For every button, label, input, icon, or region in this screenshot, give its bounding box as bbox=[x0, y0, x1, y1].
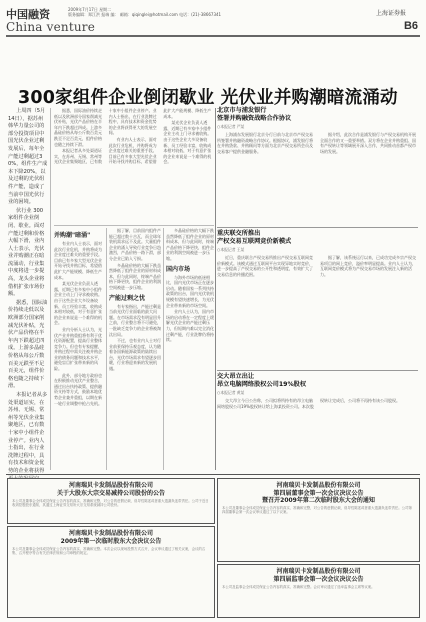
lead-column bbox=[8, 108, 48, 474]
body-paragraph: 多晶硅价格的大幅下跌虽然降低了组件企业的原材料成本，但与此同时，终端产品价格下降更快，组件企业的利润空间被进一步压缩。 bbox=[109, 262, 161, 290]
section-title: China venture bbox=[6, 20, 96, 34]
body-paragraph: 某光伏企业负责人透露，近期已有多家中小组件企业主动上门寻求被收购。由于这些企业大多设备较新、员工经验丰富，收购成本相对较低，对于有意扩张的企业来说是一个难得的机会。 bbox=[54, 281, 102, 326]
body-paragraph: 多晶硅价格的大幅下跌虽然降低了组件企业的原材料成本，但与此同时，终端产品价格下降更快，组件企业的利润空间被进一步压缩。 bbox=[166, 228, 214, 261]
notice-body: 本公司及董事会全体成员保证公告内容的真实、准确和完整，对公告的虚假记载、误导性陈述或者重大遗漏负连带责任。公司于近日收到控股股东通知，其通过上海证券交易所大宗交易系统减持公司股份。 bbox=[12, 499, 209, 508]
notice-box bbox=[217, 564, 420, 618]
body-paragraph: 有专家指出，产能过剩是当前光伏行业面临的最大问题。在市场需求没有明显回升之前，行业整合将不可避免，一批缺乏竞争力的企业将被淘汰出局。 bbox=[109, 303, 161, 337]
column-divider bbox=[215, 108, 216, 470]
notice-company: 河南瑞贝卡发制品股份有限公司 bbox=[276, 568, 361, 575]
body-paragraph: 业内分析人士认为，光伏产业并购重组将有利于优化资源配置，提高行业整体竞争力。但也有专家提醒，并购过程中需关注被并购企业的债务问题和技术水平，避免盲目扩张带来新的风险。 bbox=[54, 326, 102, 372]
main-headline: 300家组件企业倒闭歇业 光伏业并购潮暗流涌动 bbox=[18, 88, 398, 108]
notice-body: 本公司及监事会全体成员保证公告内容的真实、准确和完整。会议审议通过了选举监事会主席等议案。 bbox=[222, 585, 375, 589]
news-briefs bbox=[217, 107, 418, 471]
body-paragraph: 某光伏企业负责人透露，近期已有多家中小组件企业主动上门寻求被收购。由于这些企业大多设备较新、员工经验丰富，收购成本相对较低，对于有意扩张的企业来说是一个难得的机会。 bbox=[163, 120, 212, 165]
lead-paragraph: 本报记者从多处渠道证实，在苏州、无锡、常州等光伏企业集聚地区，已有数十家中小组件企业停产。业内人士指出，在行业洗牌过程中，具有技术和资金优势的企业将获得 bbox=[8, 391, 48, 474]
brief-paragraph: 据介绍，此次合作是浦发银行与产权交易机构开展全面合作的又一重要举措。双方将在企业并购重组、国有产权转让等领域展开深入合作，共同推动首都产权市场的发展。 bbox=[320, 132, 416, 154]
article-column-4 bbox=[166, 228, 214, 470]
issue-meta bbox=[68, 7, 221, 17]
body-paragraph: 有业内人士表示，面对此次行业危机，并购将成为企业度过难关的重要手段。目前已有多家大型光伏企业开始寻找并购目标，希望借此扩大产能规模、降低生产成本。 bbox=[108, 108, 212, 165]
brief-paragraph: 据了解，该系统运行以来，已成功完成多宗产权交易项目的网上竞价，溢价率明显提高。业内人士认为，互联网竞价模式将为产权交易市场的发展注入新的活力。 bbox=[320, 255, 416, 277]
brief-item bbox=[217, 373, 418, 469]
column-subhead: 并购潮"暗涌" bbox=[54, 232, 91, 239]
brief-byline: ○本报记者 王某 bbox=[217, 247, 245, 252]
newspaper-name: 上海证券报 bbox=[375, 10, 406, 17]
column-divider bbox=[106, 228, 107, 470]
body-paragraph: 不过，也有业内人士对行业前景保持乐观态度，认为随着各国新能源政策的陆续出台，光伏市场需求有望逐步回暖，行业将迎来新的发展机遇。 bbox=[109, 338, 161, 372]
brief-divider bbox=[217, 227, 418, 228]
body-paragraph: 有业内人士表示，面对此次行业危机，并购将成为企业度过难关的重要手段。目前已有多家大型光伏企业开始寻找并购目标，希望借此扩大产能规模、降低生产成本。 bbox=[54, 241, 102, 280]
lead-paragraph: 伏行业 300 家组件企业倒闭、歇业。面对产能过剩和价格大幅下滑，业内人士表示，光伏业并购潮正在暗流涌动，行业集中度将进一步提高，龙头企业将借机扩张市场份额。 bbox=[8, 207, 45, 298]
brief-title: 北京市与浦发银行 签署并购融资战略合作协议 bbox=[217, 107, 292, 122]
lead-continuation bbox=[54, 108, 214, 224]
notice-box bbox=[7, 526, 215, 618]
notice-company: 河南瑞贝卡发制品股份有限公司 bbox=[276, 482, 361, 489]
brief-item bbox=[217, 230, 418, 368]
column-divider bbox=[50, 108, 51, 470]
section-brand: 中国融资 bbox=[6, 8, 50, 21]
column-subhead: 国内市场 bbox=[166, 265, 191, 273]
editor-contact: 版务编辑：郑江洪 报端 编： 邮箱：qiqinglei@hotmail.com 电话：(21)-38667341 bbox=[68, 12, 222, 17]
notice-title: 2009年第一次临时股东大会决议公告 bbox=[60, 538, 162, 545]
brief-paragraph: 交大昂立今日公告称，公司拟将所持有的昂立电脑网络股权公司19%股权转让给上海某投资公司。本次股权转让完成后，公司将不再持有该公司股权。 bbox=[217, 398, 400, 409]
body-paragraph: 本报记者从多处渠道证实，在苏州、无锡、常州等光伏企业集聚地区，已有数十家中小组件企业停产。业内人士指出，在行业洗牌过程中，具有技术和资金优势的企业将获得更大的发展空间。 bbox=[54, 108, 157, 165]
notice-subtitle: 暨召开2009年第二次临时股东大会的通知 bbox=[262, 497, 375, 504]
brief-title: 交大昂立出让 昂立电脑网络股权公司19%股权 bbox=[217, 373, 307, 388]
brief-divider bbox=[217, 370, 418, 371]
brief-byline: ○本报记者 黄某 bbox=[217, 390, 245, 395]
ad-section-rule bbox=[6, 474, 420, 475]
page-number: B6 bbox=[403, 20, 418, 32]
body-paragraph: 此外，部分地方政府也在积极推动光伏产业整合，通过出台扶持政策、提供融资支持等方式，鼓励本地优势企业兼并重组，以期在新一轮行业调整中抢占先机。 bbox=[54, 372, 102, 406]
notice-company: 河南瑞贝卡发制品股份有限公司 bbox=[68, 530, 153, 537]
body-paragraph: 与海外市场的低迷相比，国内光伏市场正在逐步启动。随着国家一系列扶持政策的出台，国内光伏装机规模有望快速增长，为光伏企业带来新的市场空间。 bbox=[166, 274, 214, 308]
notice-company: 河南瑞贝卡发制品股份有限公司 bbox=[68, 482, 153, 489]
masthead-rule bbox=[6, 35, 420, 37]
brief-byline: ○本报记者 严某 bbox=[217, 124, 245, 129]
body-paragraph: 业内人士认为，国内市场的启动将在一定程度上缓解光伏企业的产能过剩压力，但短期内难以完全消化过剩产能，行业洗牌仍将持续。 bbox=[166, 309, 214, 343]
brief-title: 重庆联交所推出 产权交易互联网竞价新模式 bbox=[217, 230, 292, 245]
body-paragraph: 据悉，国际油价持续走低以及欧洲部分国家削减光伏补贴，光伏产品价格在半年内下跌超过四成。上游多晶硅价格从每公斤数百美元跌至不足百美元，组件价格也随之持续下滑。 bbox=[54, 108, 102, 147]
notice-title: 第四届董事会第一次会议决议公告 bbox=[273, 490, 364, 497]
column-divider bbox=[163, 228, 164, 470]
brief-paragraph: 近日，重庆联合产权交易所推出产权交易互联网竞价新模式。该模式通过互联网平台实现异地实时竞价，进一步提高了产权交易的公开性和透明度，有效扩大了交易信息的传播范围。 bbox=[217, 255, 313, 277]
notice-body: 本公司及董事会全体成员保证公告内容的真实、准确和完整。本次会议以现场投票方式召开，会议审议通过了相关议案，会议的召集、召开程序符合有关法律法规和公司章程的规定。 bbox=[12, 547, 206, 556]
notice-title: 关于大股东大宗交易减持公司股份的公告 bbox=[56, 490, 165, 497]
notice-title: 第四届监事会第一次会议决议公告 bbox=[273, 576, 364, 583]
column-subhead: 产能过剩之忧 bbox=[109, 294, 146, 302]
issue-date: 2009年7月17日 星期二 bbox=[68, 7, 112, 12]
lead-paragraph: 上周四（5月14日），据苏州韩华力量公司的部分投资项目中国光伏企业过剩发展后，每年全产能过剩超过30%，组件生产成本下降20%，以及过剩的光伏组件产能，造成了当前中国光伏行业的困境。 bbox=[8, 108, 48, 206]
article-column-2 bbox=[54, 228, 104, 470]
section-divider bbox=[54, 225, 214, 226]
notice-box bbox=[7, 478, 215, 524]
brief-item bbox=[217, 107, 418, 225]
lead-paragraph: 据悉，国际油价持续走低以及欧洲部分国家削减光伏补贴，光伏产品价格在半年内下跌超过四成。上游多晶硅价格从每公斤数百美元跌至不足百美元，组件价格也随之持续下滑。 bbox=[8, 299, 48, 390]
notice-body: 本公司及董事会全体成员保证公告内容的真实、准确和完整，对公告的虚假记载、误导性陈述或者重大遗漏负连带责任。公司第四届董事会第一次会议审议通过了以下议案。 bbox=[222, 506, 412, 515]
masthead bbox=[6, 6, 420, 34]
brief-paragraph: 上海浦东发展银行北京分行日前与北京市产权交易所签署并购融资战略合作协议。根据协议，浦发银行将在并购贷款、并购顾问等方面为北京产权交易所会员及交易客户提供金融服务。 bbox=[217, 132, 313, 154]
notice-box bbox=[217, 478, 420, 562]
article-column-3 bbox=[109, 228, 161, 470]
body-paragraph: 据了解，目前国内组件产能已超过数十吉瓦，而全球年装机需求远不及此。大量组件企业的涌入导致行业竞争日趋激烈，产品价格一路下滑，部分企业已陷入亏损。 bbox=[109, 228, 161, 261]
